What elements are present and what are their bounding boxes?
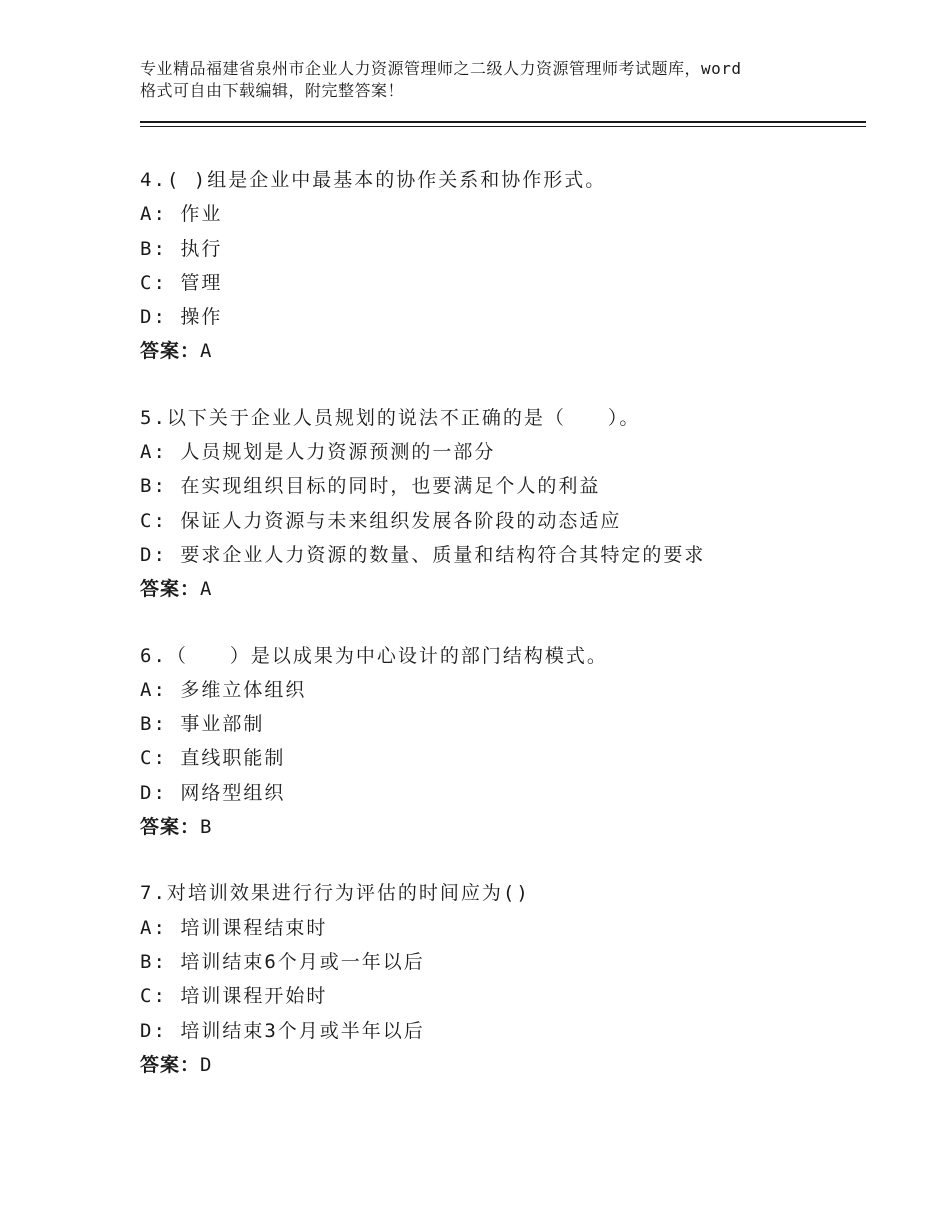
option-a: A: 作业 — [140, 203, 223, 226]
header-line-1: 专业精品福建省泉州市企业人力资源管理师之二级人力资源管理师考试题库，word — [140, 59, 742, 78]
answer-line — [140, 572, 866, 606]
option-a: A: 培训课程结束时 — [140, 916, 328, 939]
option-d: D: 网络型组织 — [140, 781, 286, 804]
option-d: D: 培训结束3个月或半年以后 — [140, 1019, 425, 1042]
answer-label: 答案： — [140, 1053, 201, 1076]
question-stem: 4.( )组是企业中最基本的协作关系和协作形式。 — [140, 169, 607, 191]
header-line-2: 格式可自由下载编辑，附完整答案！ — [140, 81, 405, 100]
question-stem: 6.（ ）是以成果为中心设计的部门结构模式。 — [140, 644, 608, 667]
option-b: B: 执行 — [140, 237, 223, 260]
question-stem: 7.对培训效果进行行为评估的时间应为() — [140, 882, 530, 905]
header-divider-thick — [140, 121, 866, 123]
option-c: C: 直线职能制 — [140, 747, 286, 770]
question-5 — [140, 401, 866, 607]
document-header — [140, 58, 840, 102]
answer-line — [140, 1048, 866, 1082]
question-6 — [140, 639, 866, 845]
option-b: B: 在实现组织目标的同时，也要满足个人的利益 — [140, 475, 601, 498]
answer-label: 答案： — [140, 816, 201, 839]
option-c: C: 管理 — [140, 271, 223, 294]
answer-value: D — [200, 1053, 213, 1076]
option-c: C: 培训课程开始时 — [140, 985, 328, 1008]
answer-line — [140, 810, 866, 844]
answer-value: A — [200, 340, 213, 363]
answer-label: 答案： — [140, 578, 201, 601]
question-stem: 5.以下关于企业人员规划的说法不正确的是（ ）。 — [140, 406, 641, 429]
answer-value: B — [200, 816, 213, 839]
question-7 — [140, 876, 866, 1082]
answer-label: 答案： — [140, 340, 201, 363]
option-d: D: 要求企业人力资源的数量、质量和结构符合其特定的要求 — [140, 543, 706, 566]
option-b: B: 培训结束6个月或一年以后 — [140, 950, 425, 973]
option-a: A: 多维立体组织 — [140, 678, 307, 701]
option-d: D: 操作 — [140, 306, 223, 329]
answer-value: A — [200, 578, 213, 601]
option-b: B: 事业部制 — [140, 713, 265, 736]
header-divider-thin — [140, 126, 866, 127]
question-4 — [140, 163, 866, 369]
answer-line — [140, 334, 866, 368]
option-a: A: 人员规划是人力资源预测的一部分 — [140, 441, 496, 464]
option-c: C: 保证人力资源与未来组织发展各阶段的动态适应 — [140, 509, 622, 532]
question-list — [140, 163, 866, 1114]
